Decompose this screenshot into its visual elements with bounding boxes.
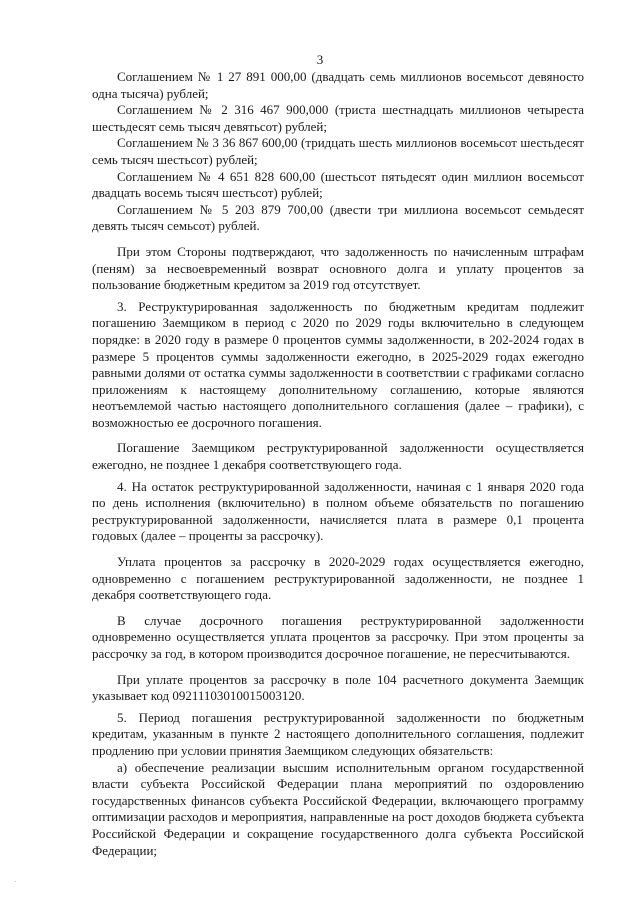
paragraph-section-3: 3. Реструктурированная задолженность по бюджетным кредитам подлежит погашению Заемщиком в период с 2020 по 2029 годы включительно в следующем порядке: в 2020 году в размере 0 процентов суммы задолженности, в 202-2024 годах в размере 5 процентов суммы задолженности ежегодно, в 2025-2029 годах ежегодно равными долями от остатка суммы задолженности в соответствии с графиками согласно приложениям к настоящему дополнительному соглашению, которые являются неотъемлемой частью настоящего дополнительного соглашения (далее – графики), с возможностью ее досрочного погашения. (92, 298, 584, 430)
scan-artifact: · (14, 878, 17, 886)
paragraph-agreement-1: Соглашением № 1 27 891 000,00 (двадцать семь миллионов восемьсот девяносто одна тысяча) рублей; (92, 69, 584, 101)
paragraph-payment-code: При уплате процентов за рассрочку в поле 104 расчетного документа Заемщик указывает код 09211103010015003120. (92, 671, 584, 704)
document-body (92, 69, 584, 859)
paragraph-section-4: 4. На остаток реструктурированной задолженности, начиная с 1 января 2020 года по день исполнения (включительно) в полном объеме обязательств по погашению реструктурированной задолженности, начисляется плата в размере 0,1 процента годовых (далее – проценты за рассрочку). (92, 478, 584, 544)
page-number: 3 (316, 52, 324, 67)
paragraph-agreement-2: Соглашением № 2 316 467 900,000 (триста шестнадцать миллионов четыреста шестьдесят семь тысяч девятьсот) рублей; (92, 102, 584, 134)
paragraph-obligation-a: а) обеспечение реализации высшим исполнительным органом государственной власти субъекта Российской Федерации плана мероприятий по оздоровлению государственных финансов субъекта Российской Федерации, включающего программу оптимизации расходов и мероприятия, направленные на рост доходов бюджета субъекта Российской Федерации и сокращение государственного долга субъекта Российской Федерации; (92, 759, 584, 858)
paragraph-penalties-confirmation: При этом Стороны подтверждают, что задолженность по начисленным штрафам (пеням) за несвоевременный возврат основного долга и уплату процентов за пользование бюджетным кредитом за 2019 год отсутствует. (92, 243, 584, 293)
paragraph-agreement-4: Соглашением № 4 651 828 600,00 (шестьсот пятьдесят один миллион восемьсот двадцать восемь тысяч шестьсот) рублей; (92, 168, 584, 201)
paragraph-agreement-5: Соглашением № 5 203 879 700,00 (двести три миллиона восемьсот семьдесят девять тысяч семьсот) рублей. (92, 201, 584, 234)
paragraph-repayment-deadline: Погашение Заемщиком реструктурированной задолженности осуществляется ежегодно, не позднее 1 декабря соответствующего года. (92, 440, 584, 473)
paragraph-early-repayment: В случае досрочного погашения реструктурированной задолженности одновременно осуществляется уплата процентов за рассрочку. При этом проценты за рассрочку за год, в котором производится досрочное погашение, не пересчитываются. (92, 612, 584, 661)
paragraph-interest-payment: Уплата процентов за рассрочку в 2020-2029 годах осуществляется ежегодно, одновременно с погашением реструктурированной задолженности, не позднее 1 декабря соответствующего года. (92, 554, 584, 603)
paragraph-section-5: 5. Период погашения реструктурированной задолженности по бюджетным кредитам, указанным в пункте 2 настоящего дополнительного соглашения, подлежит продлению при условии принятия Заемщиком следующих обязательств: (92, 709, 584, 758)
paragraph-agreement-3: Соглашением № 3 36 867 600,00 (тридцать шесть миллионов восемьсот шестьдесят семь тысяч шестьсот) рублей; (92, 135, 584, 167)
